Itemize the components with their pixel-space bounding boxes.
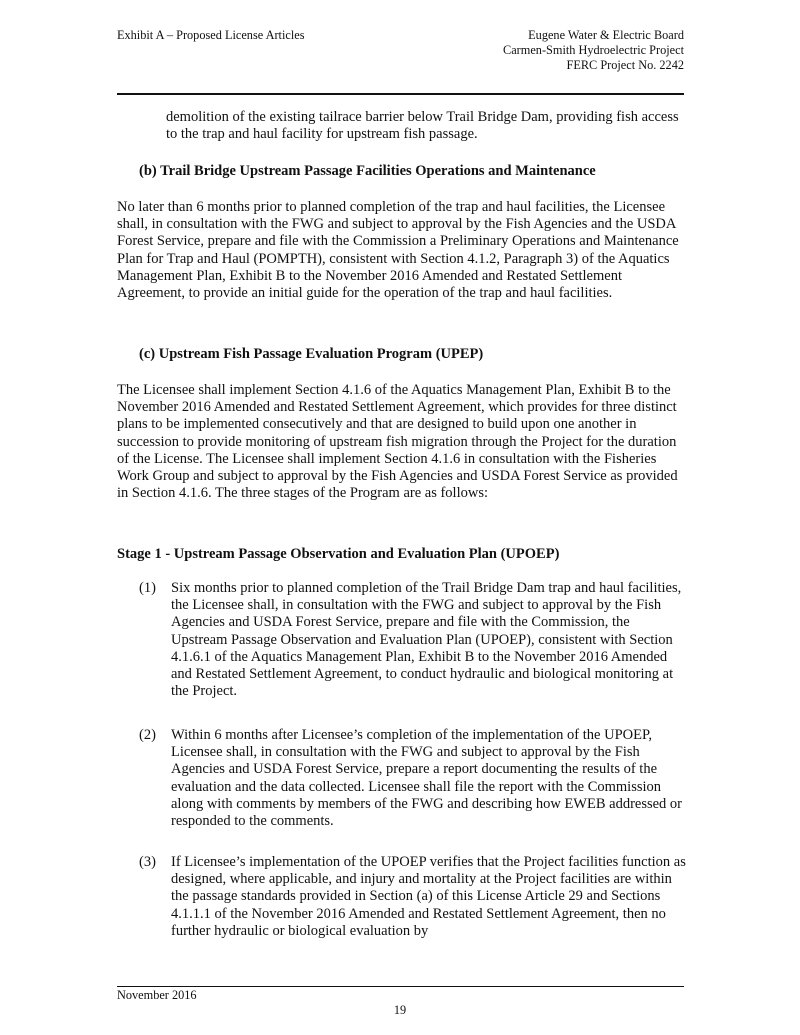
list-item-number: (3) [139,854,156,870]
paragraph-b: No later than 6 months prior to planned completion of the trap and haul facilities, the Licensee shall, in consultation with the FWG and subject to approval by the Fish Agencies and the USDA Forest Service, prepare and file with the Commission a Preliminary Operations and Maintenance Plan for Trap and Haul (POMPTH), consistent with Section 4.1.2, Paragraph 3) of the Aquatics Management Plan, Exhibit B to the November 2016 Amended and Restated Settlement Agreement, to provide an initial guide for the operation of the trap and haul facilities. [117,199,679,302]
paragraph-c: The Licensee shall implement Section 4.1.6 of the Aquatics Management Plan, Exhibit B to the November 2016 Amended and Restated Settlement Agreement, which provides for three distinct plans to be implemented consecutively and that are designed to build upon one another in succession to provide monitoring of upstream fish migration through the Project for the duration of the License. The Licensee shall implement Section 4.1.6 in consultation with the Fisheries Work Group and subject to approval by the Fish Agencies and USDA Forest Service as provided in Section 4.1.6. The three stages of the Program are as follows: [117,382,678,502]
header-title: Exhibit A – Proposed License Articles [117,28,305,42]
page-number: 19 [393,1003,407,1017]
stage1-heading: Stage 1 - Upstream Passage Observation and Evaluation Plan (UPOEP) [117,546,560,562]
section-heading-c: (c) Upstream Fish Passage Evaluation Program (UPEP) [139,346,484,362]
footer-divider [117,986,684,987]
list-item: Within 6 months after Licensee’s completion of the implementation of the UPOEP, Licensee shall, in consultation with the FWG and subject to approval by the Fish Agencies and USDA Forest Service, prepare a report documenting the results of the evaluation and the data collected. Licensee shall file the report with the Commission along with comments by members of the FWG and describing how EWEB addressed or responded to the comments. [171,727,683,830]
continuation-paragraph: demolition of the existing tailrace barrier below Trail Bridge Dam, providing fish access to the trap and haul facility for upstream fish passage. [166,109,679,143]
header-ferc-number: FERC Project No. 2242 [566,58,684,72]
list-item-number: (2) [139,727,156,743]
list-item: Six months prior to planned completion of the Trail Bridge Dam trap and haul facilities, the Licensee shall, in consultation with the FWG and subject to approval by the Fish Agencies and USDA Forest Service, prepare and file with the Commission, the Upstream Passage Observation and Evaluation Plan (UPOEP), consistent with Section 4.1.6.1 of the Aquatics Management Plan, Exhibit B to the November 2016 Amended and Restated Settlement Agreement, to conduct hydraulic and biological monitoring at the Project. [171,580,682,700]
header-project: Carmen-Smith Hydroelectric Project [503,43,684,57]
footer-date: November 2016 [117,988,197,1002]
header-divider [117,93,684,95]
list-item: If Licensee’s implementation of the UPOEP verifies that the Project facilities function as designed, where applicable, and injury and mortality at the Project facilities are within the passage standards provided in Section (a) of this License Article 29 and Sections 4.1.1.1 of the November 2016 Amended and Restated Settlement Agreement, then no further hydraulic or biological evaluation by [171,854,686,939]
header-project-info [503,28,684,73]
list-item-number: (1) [139,580,156,596]
section-heading-b: (b) Trail Bridge Upstream Passage Facilities Operations and Maintenance [139,163,596,179]
header-org: Eugene Water & Electric Board [528,28,684,42]
